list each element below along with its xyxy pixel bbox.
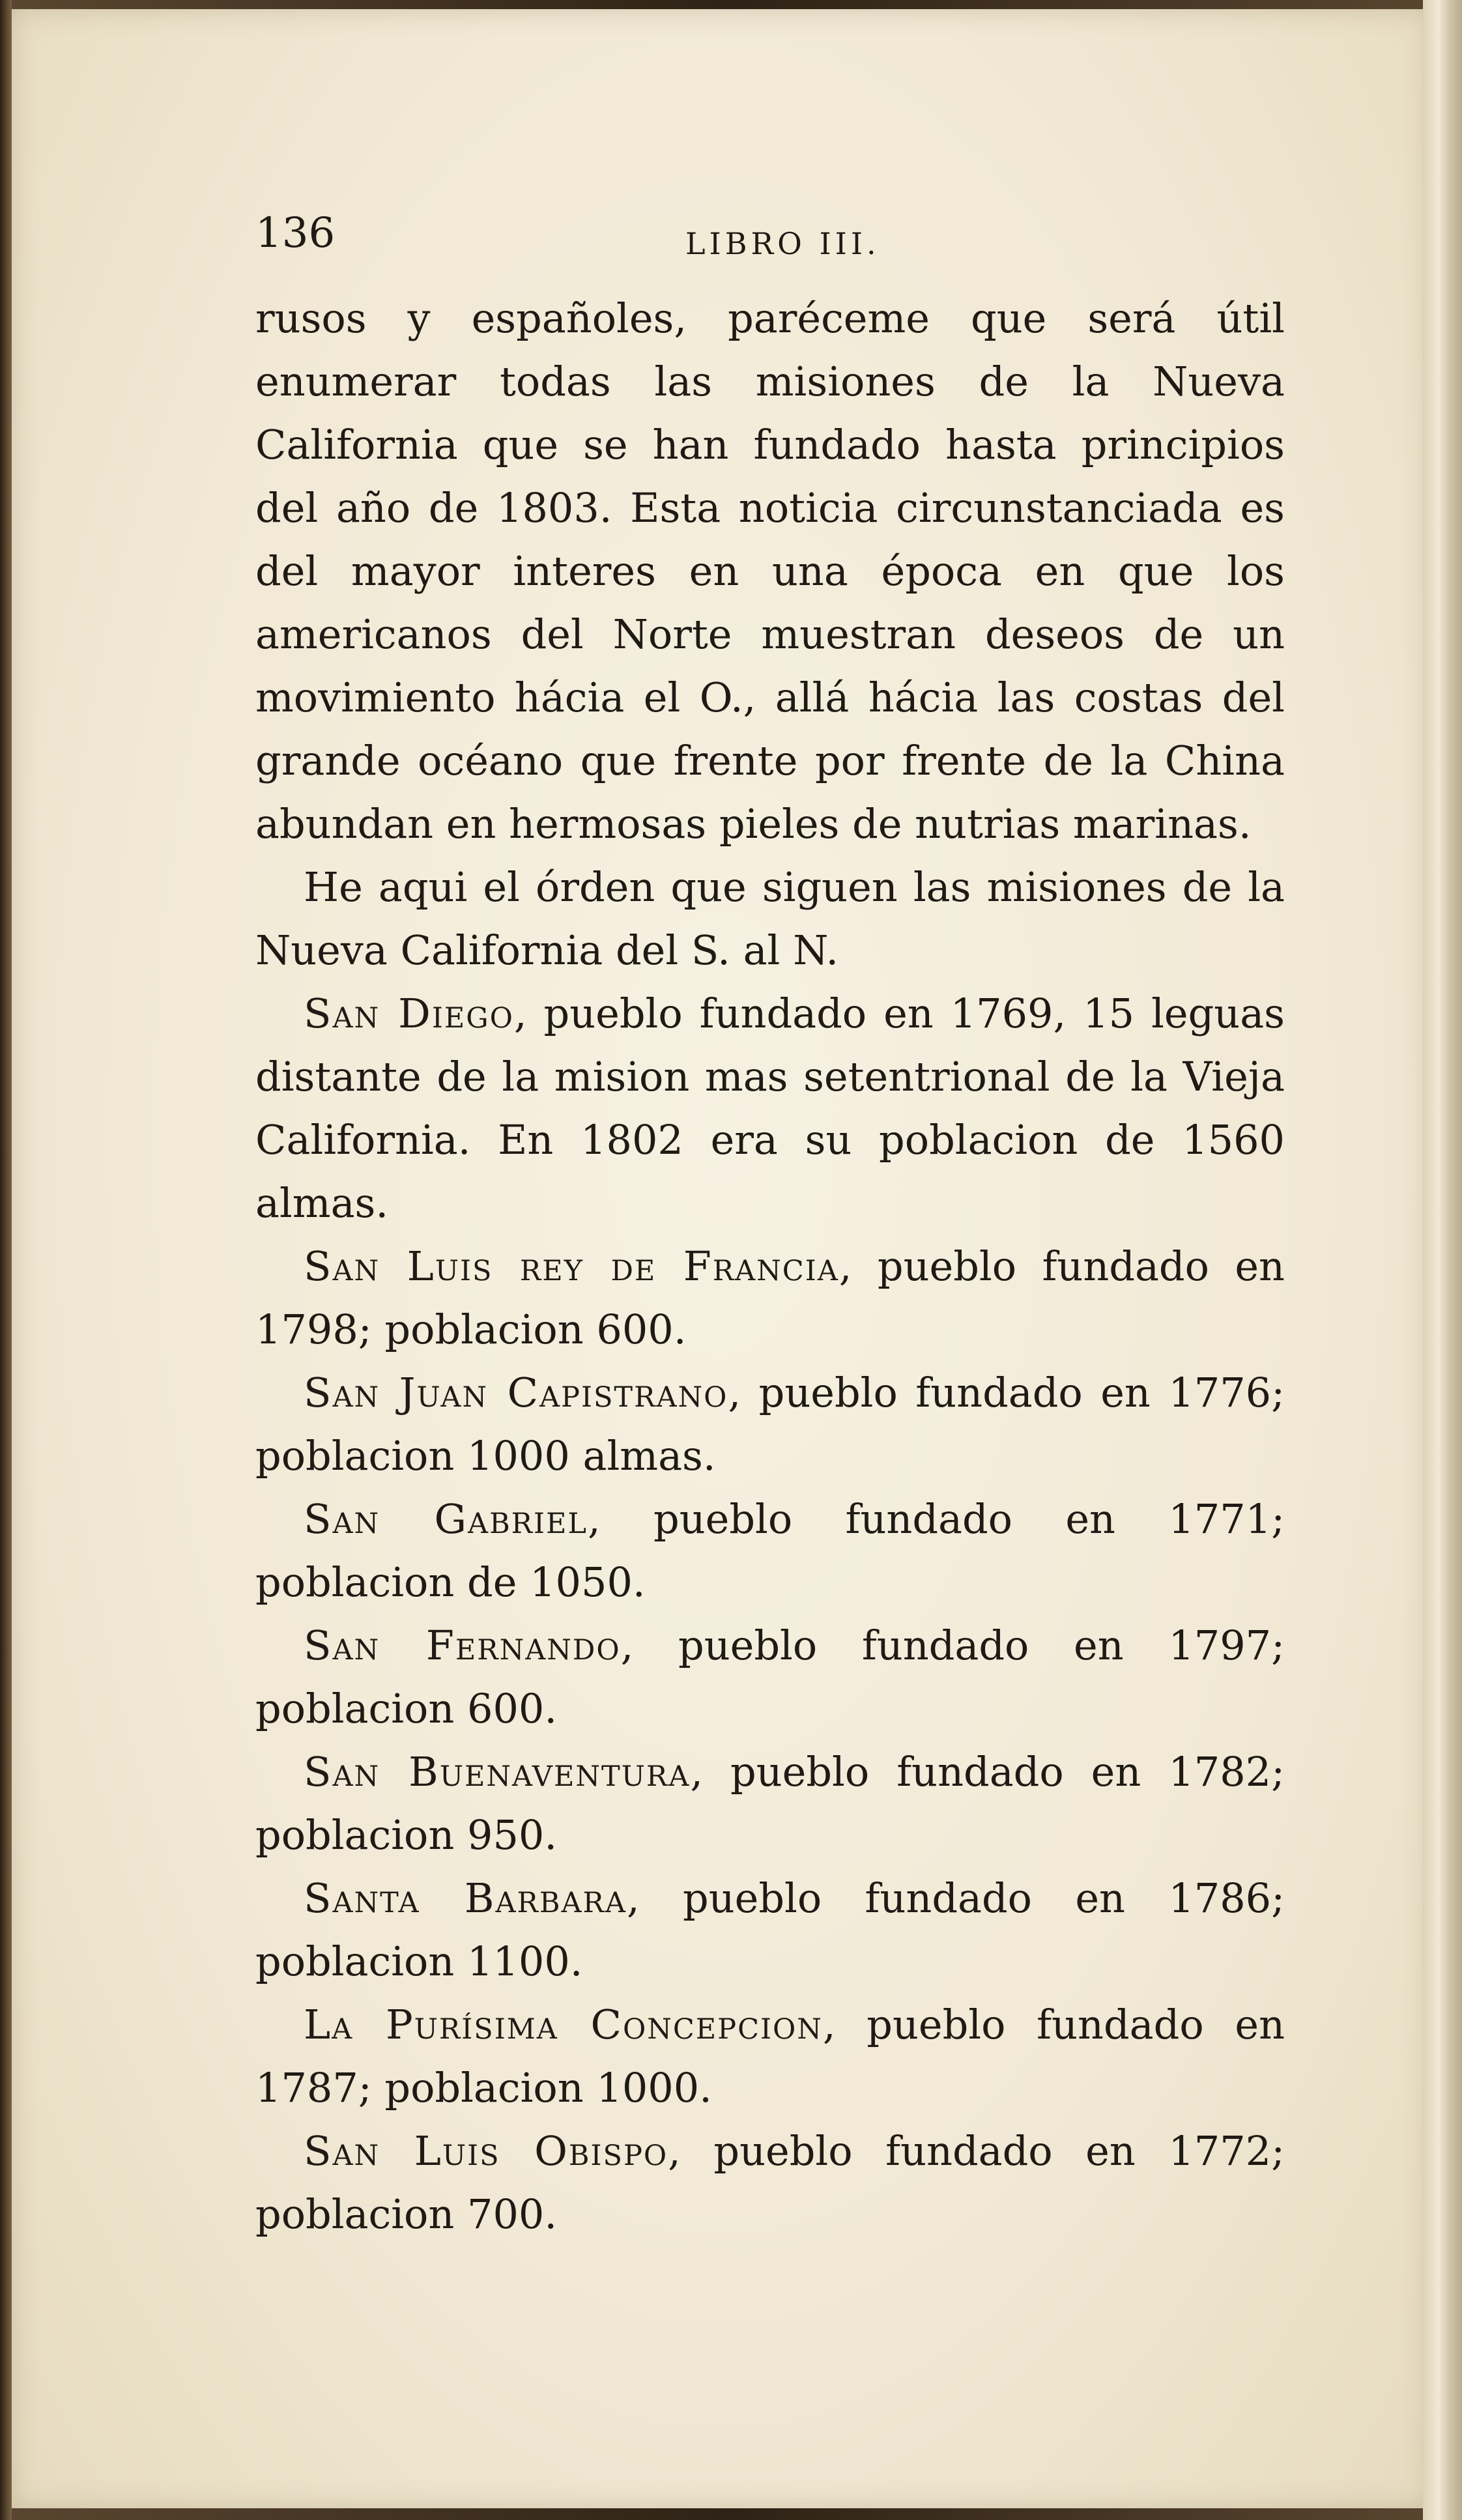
mission-entry: [255, 1740, 1285, 1867]
mission-entry: [255, 1614, 1285, 1740]
mission-name: San Diego: [304, 990, 514, 1037]
page-header: [255, 207, 1285, 279]
mission-name: San Juan Capistrano: [304, 1369, 728, 1416]
mission-details: , pueblo fundado en 1776; poblacion 1000 almas.: [255, 1369, 1285, 1480]
mission-name: San Fernando: [304, 1622, 621, 1669]
mission-name: Santa Barbara: [304, 1874, 627, 1922]
page-text: [255, 287, 1285, 2246]
mission-details: , pueblo fundado en 1797; poblacion 600.: [255, 1622, 1285, 1732]
mission-details: , pueblo fundado en 1798; poblacion 600.: [255, 1242, 1285, 1353]
paragraph-order: He aqui el órden que siguen las misiones de la Nueva California del S. al N.: [255, 863, 1285, 974]
mission-entry: [255, 1993, 1285, 2119]
mission-name: La Purísima Concepcion: [304, 2001, 823, 2048]
book-spine-edge: [0, 0, 12, 2520]
mission-entry: [255, 1487, 1285, 1614]
page-fore-edge: [1423, 0, 1462, 2520]
mission-name: San Luis rey de Francia: [304, 1242, 839, 1290]
running-title: LIBRO III.: [685, 226, 880, 261]
mission-entry: [255, 1867, 1285, 1993]
mission-details: , pueblo fundado en 1772; poblacion 700.: [255, 2127, 1285, 2238]
page-number: 136: [255, 209, 336, 257]
mission-entry: [255, 1235, 1285, 1361]
mission-details: , pueblo fundado en 1787; poblacion 1000.: [255, 2001, 1285, 2112]
paragraph-intro: rusos y españoles, paréceme que será útil enumerar todas las misiones de la Nueva California que se han fundado hasta principios del año de 1803. Esta noticia circunstanciada es del mayor interes en una época en que los americanos del Norte muestran deseos de un movimiento hácia el O., allá hácia las costas del grande océano que frente por frente de la China abundan en hermosas pieles de nutrias marinas.: [255, 294, 1285, 848]
mission-details: , pueblo fundado en 1771; poblacion de 1050.: [255, 1495, 1285, 1606]
mission-name: San Buenaventura: [304, 1748, 691, 1796]
mission-name: San Gabriel: [304, 1495, 588, 1543]
mission-entry: [255, 1361, 1285, 1487]
mission-details: , pueblo fundado en 1786; poblacion 1100.: [255, 1874, 1285, 1985]
mission-entry: [255, 982, 1285, 1235]
mission-entry: [255, 2119, 1285, 2246]
mission-details: , pueblo fundado en 1782; poblacion 950.: [255, 1748, 1285, 1859]
mission-name: San Luis Obispo: [304, 2127, 668, 2175]
mission-details: , pueblo fundado en 1769, 15 leguas distante de la mision mas setentrional de la Vieja California. En 1802 era su poblacion de 1560 almas.: [255, 990, 1285, 1227]
